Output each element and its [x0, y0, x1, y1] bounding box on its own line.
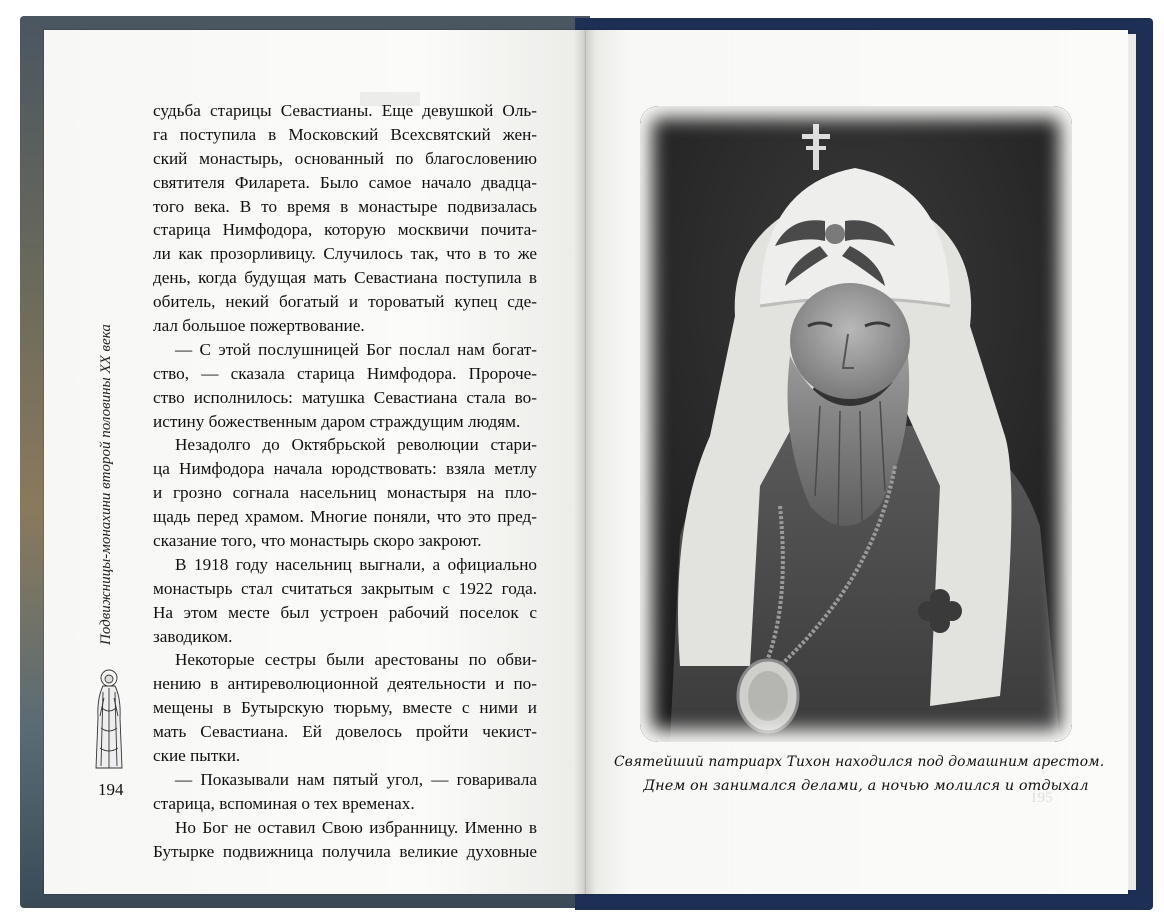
text-line: истину божественным даром страждущим людям.	[153, 411, 521, 431]
caption-line-2: Днем он занимался делами, а ночью молился и отдыхал	[643, 778, 1089, 794]
text-line: того века. В то время в монастыре подвизалась	[153, 196, 537, 216]
text-line: день, когда будущая мать Севастиана поступила в	[153, 268, 537, 288]
patriarch-portrait-image	[640, 106, 1072, 742]
text-line: сказание того, что монастырь скоро закроют.	[153, 531, 482, 551]
page-edges	[1128, 34, 1136, 890]
page-number: 194	[98, 780, 124, 799]
text-line: — Показывали нам пятый угол, — говаривала	[175, 769, 537, 789]
text-line: обитель, некий богатый и тороватый купец сде-	[153, 292, 537, 312]
text-line: В 1918 году насельниц выгнали, а официально	[175, 554, 537, 574]
text-line: нению в антиреволюционной деятельности и по-	[153, 674, 537, 694]
body-text	[153, 99, 537, 864]
text-line: — С этой послушницей Бог послал нам богат-	[175, 339, 537, 359]
text-line: ский монастырь, основанный по благословению	[153, 148, 537, 168]
caption-line-1: Святейший патриарх Тихон находился под домашним арестом.	[614, 754, 1105, 770]
show-through-mark-right: 195	[1030, 790, 1053, 806]
text-line: Незадолго до Октябрьской революции стари-	[175, 435, 537, 455]
text-line: Некоторые сестры были арестованы по обви-	[175, 650, 537, 670]
text-line: старица Нимфодора, которую москвичи почита-	[153, 220, 537, 240]
running-head: Подвижницы-монахини второй половины XX века	[98, 324, 114, 645]
text-line: лал большое пожертвование.	[153, 316, 365, 336]
gutter-shadow	[574, 30, 596, 894]
text-line: судьба старицы Севастианы. Еще девушкой Оль-	[153, 101, 537, 120]
text-line: На этом месте был устроен рабочий поселок с	[153, 602, 537, 622]
text-line: ство исполнилось: матушка Севастиана стала во-	[153, 387, 537, 407]
text-line: заводиком.	[153, 626, 233, 646]
text-line: ли как прозорливицу. Случилось так, что в то же	[153, 244, 537, 264]
portrait-photo	[640, 106, 1072, 742]
text-line: святителя Филарета. Было самое начало двадца-	[153, 172, 537, 192]
text-line: мещены в Бутырскую тюрьму, вместе с ними и	[153, 698, 537, 718]
text-line: монастырь стал считаться закрытым с 1922 года.	[153, 578, 537, 598]
text-line: ские пытки.	[153, 746, 241, 766]
text-line: и грозно согнала насельниц монастыря на пло-	[153, 483, 537, 503]
text-line: ца Нимфодора начала юродствовать: взяла метлу	[153, 459, 537, 479]
text-line: щадь перед храмом. Многие поняли, что это пред-	[153, 507, 537, 527]
text-line: Бутырке подвижница получила великие духовные	[153, 841, 537, 861]
text-line: Но Бог не оставил Свою избранницу. Именно в	[175, 817, 537, 837]
text-line: старица, вспоминая о тех временах.	[153, 793, 415, 813]
text-line: ство, — сказала старица Нимфодора. Пророче-	[153, 363, 537, 383]
text-line: мать Севастиана. Ей довелось пройти чекист-	[153, 722, 537, 742]
text-line: га поступила в Московский Всехсвятский жен-	[153, 124, 537, 144]
saint-figure-icon	[91, 668, 127, 774]
